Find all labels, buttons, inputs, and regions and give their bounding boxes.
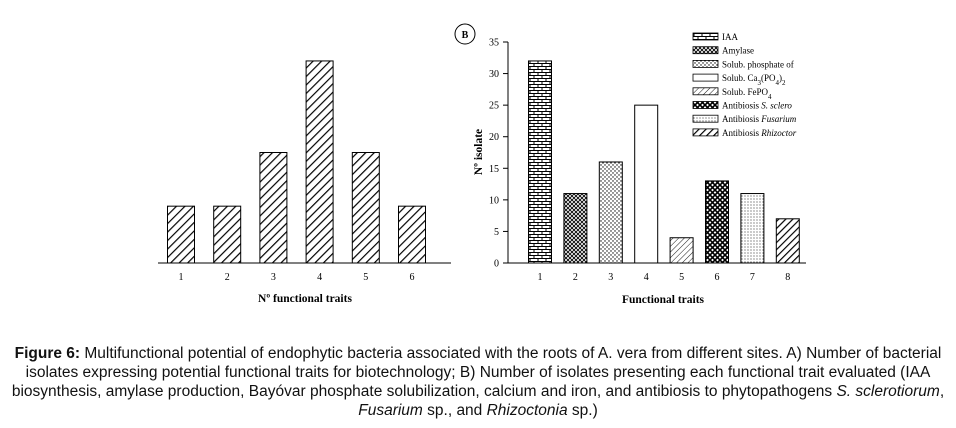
caption-text-1: Multifunctional potential of endophytic bacteria associated with the roots of A. vera from different sites. A) Number of bacterial isolates expressing potential functional traits for biotechnology; B) Number of isolates presenting each functional trait evaluated (IAA biosynthesis, amylase production, Bayóvar phosphate solubilization, calcium and iron, and antibiosis to phytopathogens <box>11 345 942 400</box>
legend-entry: Solub. FePO$_4$ <box>722 86 772 101</box>
x-tick-label-b: 4 <box>643 272 649 283</box>
x-axis-label-a: Nº functional traits <box>258 293 352 305</box>
caption-species-2: Fusarium <box>358 402 423 419</box>
bar-b-3 <box>599 162 622 263</box>
x-tick-label-b: 1 <box>537 272 543 283</box>
x-tick-label-a: 5 <box>363 272 369 283</box>
legend-entry: Antibiosis Fusarium <box>722 114 797 125</box>
legend <box>693 32 797 138</box>
bar-b-4 <box>635 105 658 263</box>
bar-a-4 <box>306 61 333 263</box>
bar-b-7 <box>741 194 764 263</box>
bar-a-3 <box>260 153 287 264</box>
caption-text-4: sp.) <box>567 402 598 419</box>
bar-b-2 <box>564 194 587 263</box>
legend-swatch <box>693 47 718 54</box>
legend-entry: Antibiosis Rhizoctor <box>722 127 797 138</box>
caption-text-2: , <box>939 383 945 400</box>
caption-text-3: sp., and <box>422 402 487 419</box>
x-tick-label-a: 1 <box>178 272 184 283</box>
x-tick-label-b: 5 <box>679 272 685 283</box>
legend-entry: Solub. $Ca_3(PO_4)_2$ <box>722 73 786 88</box>
y-axis-label-b: Nº isolate <box>473 128 485 176</box>
legend-entry: Amylase <box>722 45 754 56</box>
bar-a-1 <box>168 206 195 263</box>
y-tick-label-b: 0 <box>494 258 499 270</box>
caption-species-1: S. sclerotiorum <box>836 383 940 400</box>
x-tick-label-b: 7 <box>749 272 755 283</box>
chart-panel-a <box>158 61 451 305</box>
legend-swatch <box>693 74 718 81</box>
x-tick-label-a: 3 <box>270 272 276 283</box>
bar-b-5 <box>670 238 693 263</box>
legend-swatch <box>693 115 718 122</box>
bar-b-8 <box>776 219 799 263</box>
x-tick-label-b: 3 <box>608 272 614 283</box>
legend-swatch <box>693 129 718 136</box>
y-tick-label-b: 30 <box>489 69 499 81</box>
x-tick-label-b: 8 <box>785 272 791 283</box>
legend-swatch <box>693 60 718 67</box>
x-tick-label-b: 2 <box>572 272 578 283</box>
bar-a-6 <box>399 206 426 263</box>
bar-a-2 <box>214 206 241 263</box>
legend-entry: Antibiosis S. sclero <box>722 100 792 111</box>
panel-b-label: B <box>461 30 469 41</box>
x-tick-label-a: 2 <box>224 272 230 283</box>
x-tick-label-b: 6 <box>714 272 720 283</box>
caption-species-3: Rhizoctonia <box>486 402 568 419</box>
caption-label: Figure 6: <box>14 345 81 362</box>
y-tick-label-b: 15 <box>489 163 499 175</box>
legend-entry: Solub. phosphate of <box>722 59 794 70</box>
legend-swatch <box>693 33 718 40</box>
chart-panel-b <box>455 24 806 306</box>
legend-swatch <box>693 88 718 95</box>
bar-a-5 <box>352 153 379 264</box>
x-axis-label-b: Functional traits <box>621 294 705 306</box>
bar-b-1 <box>529 61 552 263</box>
legend-entry: IAA <box>722 32 738 42</box>
y-tick-label-b: 5 <box>494 226 499 238</box>
y-tick-label-b: 10 <box>489 195 499 207</box>
x-tick-label-a: 4 <box>317 272 323 283</box>
bar-b-6 <box>706 181 729 263</box>
y-tick-label-b: 20 <box>489 132 499 144</box>
figure-caption <box>8 344 948 420</box>
legend-swatch <box>693 102 718 109</box>
x-tick-label-a: 6 <box>409 272 415 283</box>
y-tick-label-b: 35 <box>489 37 499 49</box>
y-tick-label-b: 25 <box>489 100 499 112</box>
